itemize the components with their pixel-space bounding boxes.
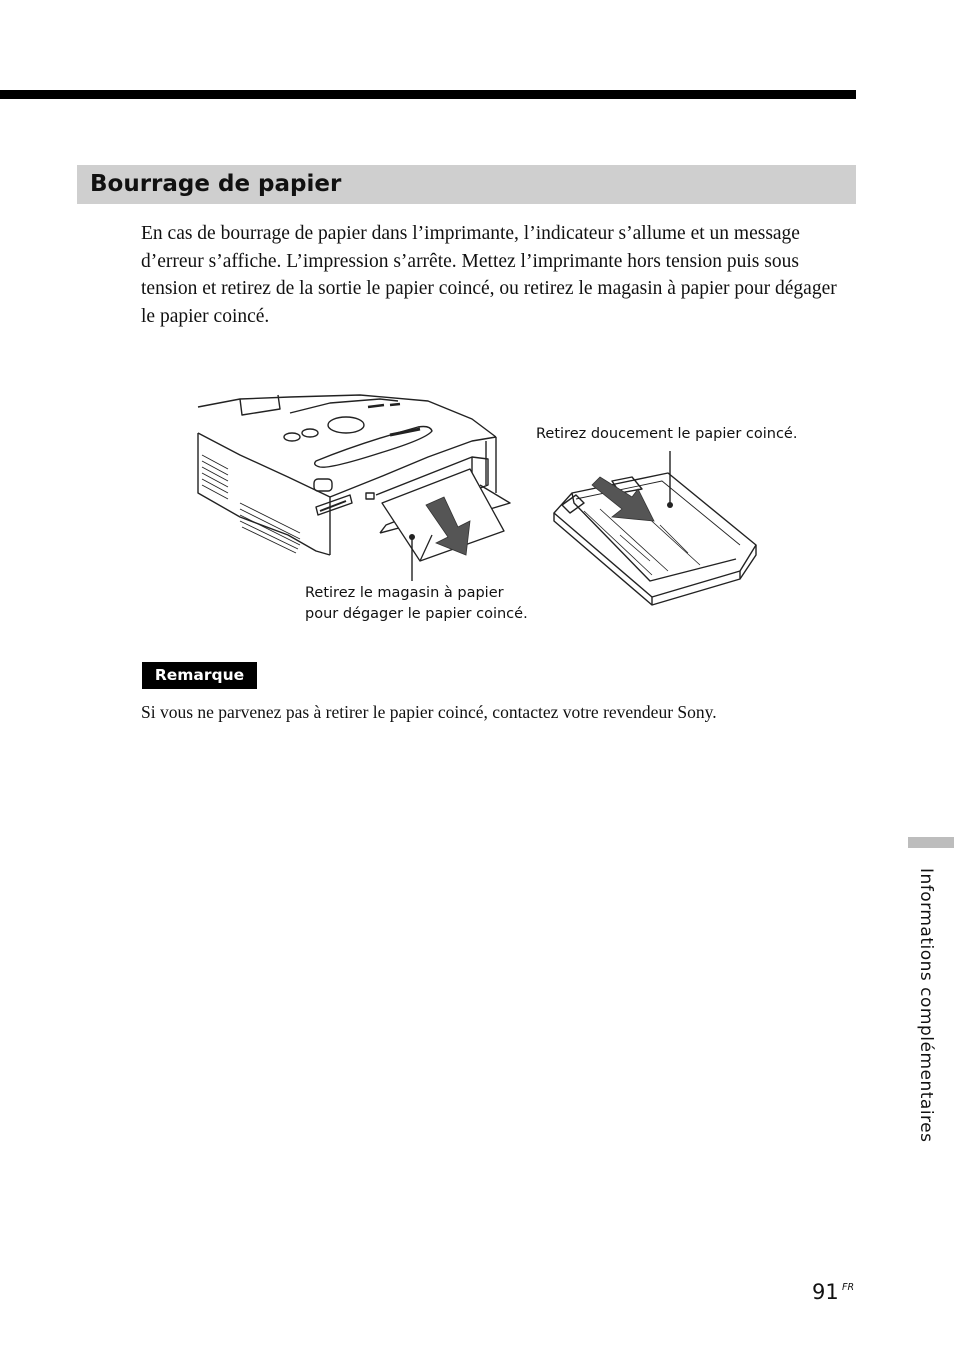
leader-dot-printer (409, 534, 415, 540)
top-rule (0, 90, 856, 99)
note-label: Remarque (142, 662, 257, 689)
callout-tray: Retirez doucement le papier coincé. (536, 426, 798, 442)
callout-printer (305, 583, 528, 625)
note-text: Si vous ne parvenez pas à retirer le papier coincé, contactez votre revendeur Sony. (141, 702, 717, 722)
section-header (77, 165, 856, 204)
page-language: FR (842, 1282, 855, 1293)
paper-tray-drawing (554, 473, 756, 605)
side-tab-label: Informations complémentaires (916, 868, 936, 1143)
callout-printer-line2: pour dégager le papier coincé. (305, 606, 528, 622)
page-number: 91 (812, 1280, 839, 1304)
callout-printer-line1: Retirez le magasin à papier (305, 585, 504, 601)
intro-paragraph: En cas de bourrage de papier dans l’imprimante, l’indicateur s’allume et un message d’erreur s’affiche. L’impression s’arrête. Mettez l’imprimante hors tension puis sous tension et retirez de la sortie le papier coincé, ou retirez le magasin à papier pour dégager le papier coincé. (141, 223, 837, 327)
side-tab-marker (908, 837, 954, 848)
section-title: Bourrage de papier (90, 171, 342, 197)
leader-dot-tray (667, 502, 673, 508)
